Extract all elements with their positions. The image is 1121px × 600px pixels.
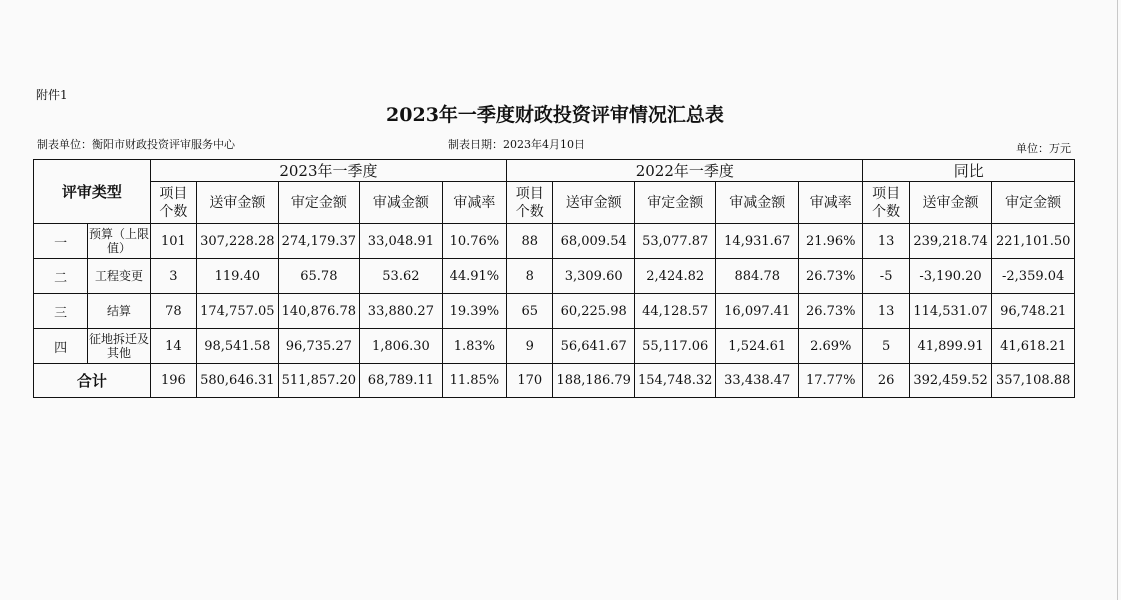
cell-reduced-2023: 33,048.91: [360, 224, 443, 259]
cell-submitted-2022: 60,225.98: [553, 294, 635, 329]
cell-count-2022: 8: [507, 259, 553, 294]
cell-approved-2022: 2,424.82: [634, 259, 716, 294]
row-index: 二: [34, 259, 88, 294]
prepared-date: 制表日期：2023年4月10日: [448, 138, 585, 151]
row-index: 三: [34, 294, 88, 329]
header-count-2022: 项目 个数: [507, 182, 553, 224]
cell-count-yoy: 5: [863, 329, 909, 364]
cell-approved-2023: 65.78: [278, 259, 360, 294]
cell-submitted-yoy: 41,899.91: [909, 329, 992, 364]
cell-submitted-2023: 119.40: [197, 259, 279, 294]
cell-reduced-2023: 1,806.30: [360, 329, 443, 364]
row-type-name: 预算（上限值）: [88, 224, 150, 259]
total-rate-2023: 11.85%: [442, 364, 506, 398]
cell-submitted-yoy: 114,531.07: [909, 294, 992, 329]
table-row: [34, 259, 1075, 294]
cell-reduced-2022: 14,931.67: [716, 224, 799, 259]
total-submitted-2022: 188,186.79: [553, 364, 635, 398]
cell-approved-yoy: 221,101.50: [992, 224, 1075, 259]
cell-rate-2022: 26.73%: [799, 294, 863, 329]
cell-rate-2022: 21.96%: [799, 224, 863, 259]
attachment-label: 附件1: [36, 88, 68, 102]
row-index: 一: [34, 224, 88, 259]
header-submitted-2023: 送审金额: [197, 182, 279, 224]
prepared-by: 制表单位：衡阳市财政投资评审服务中心: [37, 138, 235, 151]
row-index: 四: [34, 329, 88, 364]
page-edge-line: [1117, 0, 1118, 600]
cell-submitted-2023: 98,541.58: [197, 329, 279, 364]
cell-count-2023: 101: [150, 224, 196, 259]
cell-reduced-2022: 884.78: [716, 259, 799, 294]
header-approved-2023: 审定金额: [278, 182, 360, 224]
row-type-name: 征地拆迁及其他: [88, 329, 150, 364]
total-count-2022: 170: [507, 364, 553, 398]
total-count-yoy: 26: [863, 364, 909, 398]
cell-count-yoy: 13: [863, 294, 909, 329]
header-approved-yoy: 审定金额: [992, 182, 1075, 224]
total-count-2023: 196: [150, 364, 196, 398]
cell-reduced-2023: 33,880.27: [360, 294, 443, 329]
summary-table: [33, 159, 1075, 398]
header-group-row: [34, 160, 1075, 182]
total-approved-2023: 511,857.20: [278, 364, 360, 398]
cell-rate-2023: 44.91%: [442, 259, 506, 294]
table-row: [34, 294, 1075, 329]
header-count-2023: 项目 个数: [150, 182, 196, 224]
table-row: [34, 329, 1075, 364]
page-title: 2023年一季度财政投资评审情况汇总表: [386, 104, 724, 126]
total-label: 合计: [34, 364, 151, 398]
total-reduced-2022: 33,438.47: [716, 364, 799, 398]
cell-count-2022: 9: [507, 329, 553, 364]
cell-approved-2023: 140,876.78: [278, 294, 360, 329]
cell-submitted-2023: 174,757.05: [197, 294, 279, 329]
cell-reduced-2022: 1,524.61: [716, 329, 799, 364]
cell-rate-2023: 19.39%: [442, 294, 506, 329]
cell-rate-2023: 1.83%: [442, 329, 506, 364]
header-review-type: 评审类型: [34, 160, 151, 224]
total-row: [34, 364, 1075, 398]
header-approved-2022: 审定金额: [634, 182, 716, 224]
cell-approved-2023: 96,735.27: [278, 329, 360, 364]
header-group-2022: 2022年一季度: [507, 160, 863, 182]
cell-approved-yoy: 96,748.21: [992, 294, 1075, 329]
cell-submitted-yoy: 239,218.74: [909, 224, 992, 259]
table-row: [34, 224, 1075, 259]
cell-rate-2022: 26.73%: [799, 259, 863, 294]
header-group-2023: 2023年一季度: [150, 160, 506, 182]
total-approved-2022: 154,748.32: [634, 364, 716, 398]
header-submitted-2022: 送审金额: [553, 182, 635, 224]
cell-count-2023: 3: [150, 259, 196, 294]
cell-approved-2023: 274,179.37: [278, 224, 360, 259]
cell-count-yoy: -5: [863, 259, 909, 294]
cell-submitted-2022: 3,309.60: [553, 259, 635, 294]
header-count-yoy: 项目 个数: [863, 182, 909, 224]
header-submitted-yoy: 送审金额: [909, 182, 992, 224]
cell-rate-2023: 10.76%: [442, 224, 506, 259]
cell-count-2022: 88: [507, 224, 553, 259]
cell-count-yoy: 13: [863, 224, 909, 259]
header-rate-2022: 审减率: [799, 182, 863, 224]
header-group-yoy: 同比: [863, 160, 1075, 182]
cell-submitted-2023: 307,228.28: [197, 224, 279, 259]
cell-count-2023: 78: [150, 294, 196, 329]
cell-approved-yoy: -2,359.04: [992, 259, 1075, 294]
cell-reduced-2023: 53.62: [360, 259, 443, 294]
cell-approved-2022: 55,117.06: [634, 329, 716, 364]
cell-count-2022: 65: [507, 294, 553, 329]
header-sub-row: [34, 182, 1075, 224]
cell-approved-2022: 53,077.87: [634, 224, 716, 259]
cell-count-2023: 14: [150, 329, 196, 364]
total-submitted-yoy: 392,459.52: [909, 364, 992, 398]
currency-unit: 单位：万元: [1016, 142, 1071, 155]
cell-rate-2022: 2.69%: [799, 329, 863, 364]
total-approved-yoy: 357,108.88: [992, 364, 1075, 398]
cell-submitted-yoy: -3,190.20: [909, 259, 992, 294]
total-rate-2022: 17.77%: [799, 364, 863, 398]
cell-approved-yoy: 41,618.21: [992, 329, 1075, 364]
header-reduced-2023: 审减金额: [360, 182, 443, 224]
header-reduced-2022: 审减金额: [716, 182, 799, 224]
cell-submitted-2022: 68,009.54: [553, 224, 635, 259]
cell-submitted-2022: 56,641.67: [553, 329, 635, 364]
total-submitted-2023: 580,646.31: [197, 364, 279, 398]
cell-reduced-2022: 16,097.41: [716, 294, 799, 329]
total-reduced-2023: 68,789.11: [360, 364, 443, 398]
header-rate-2023: 审减率: [442, 182, 506, 224]
row-type-name: 结算: [88, 294, 150, 329]
cell-approved-2022: 44,128.57: [634, 294, 716, 329]
row-type-name: 工程变更: [88, 259, 150, 294]
